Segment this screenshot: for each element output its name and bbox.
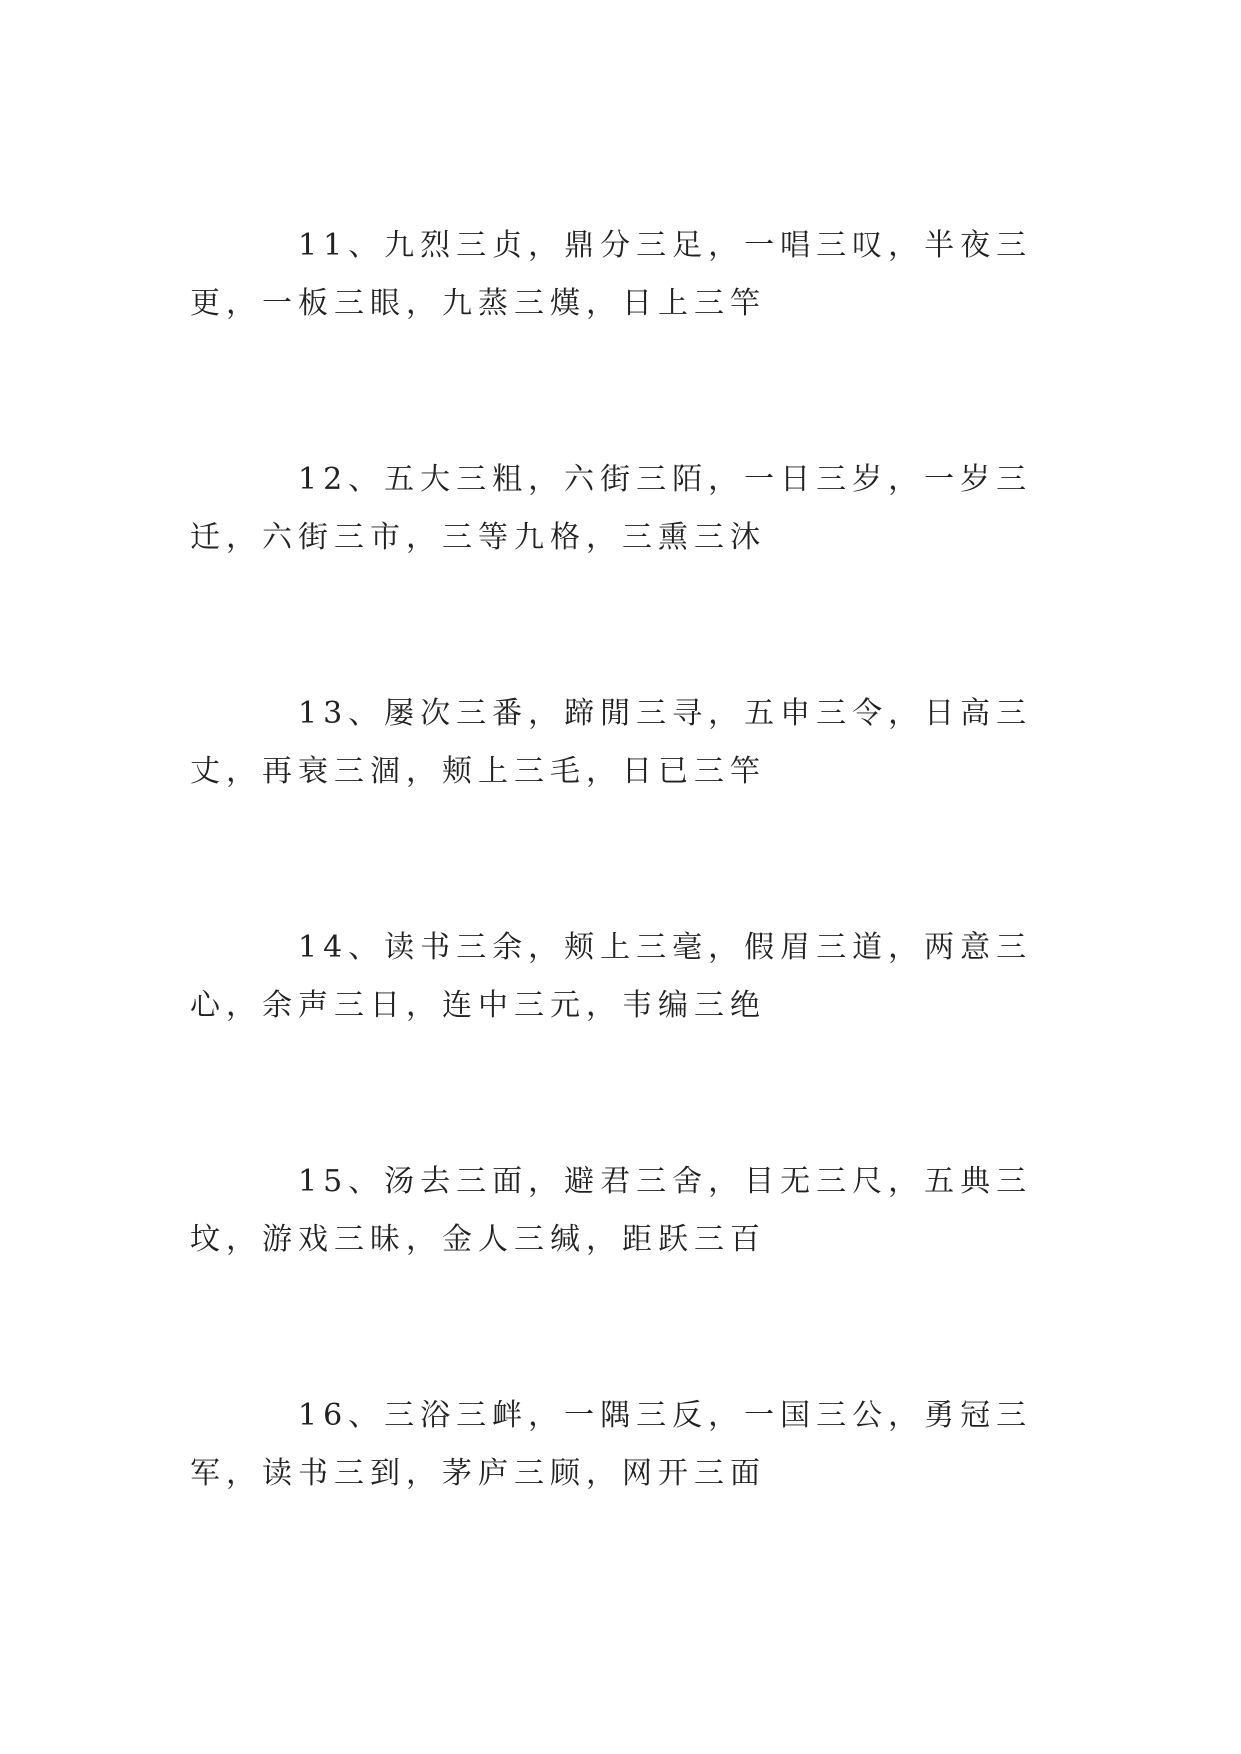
paragraph-15: 15、汤去三面，避君三舍，目无三尺，五典三坟，游戏三昧，金人三缄，距跃三百 [190,1164,1033,1257]
paragraph-12: 12、五大三粗，六街三陌，一日三岁，一岁三迁，六街三市，三等九格，三熏三沐 [190,462,1033,555]
paragraph-16: 16、三浴三衅，一隅三反，一国三公，勇冠三军，读书三到，茅庐三顾，网开三面 [190,1398,1033,1491]
paragraph-13: 13、屡次三番，蹄閒三寻，五申三令，日高三丈，再衰三涸，颊上三毛，日已三竿 [190,696,1033,789]
paragraph-11: 11、九烈三贞，鼎分三足，一唱三叹，半夜三更，一板三眼，九蒸三熯，日上三竿 [190,228,1033,321]
paragraph-14: 14、读书三余，颊上三毫，假眉三道，两意三心，余声三日，连中三元，韦编三绝 [190,930,1033,1023]
